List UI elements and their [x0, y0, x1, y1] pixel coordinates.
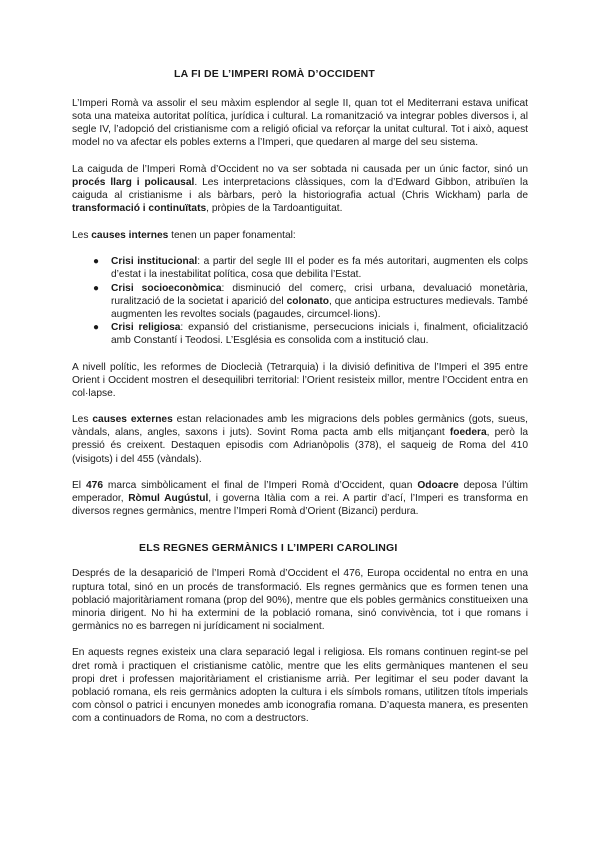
text-run: tenen un paper fonamental: [168, 229, 296, 241]
text-run: Les [72, 414, 93, 426]
bold-term: causes externes [92, 414, 173, 426]
text-run: : a partir del segle III el poder es fa més autoritari, augmenten els colps d’estat i la inestabilitat política, cosa que debilita l’Estat. [111, 256, 528, 281]
bold-term: procés llarg i policausal [72, 176, 195, 188]
paragraph [72, 479, 528, 518]
list-item [93, 321, 528, 347]
paragraph [72, 229, 528, 242]
section-title: LA FI DE L’IMPERI ROMÀ D’OCCIDENT [174, 68, 376, 80]
paragraph: A nivell polític, les reformes de Dioclecià (Tetrarquia) i la divisió definitiva de l’Imperi el 395 entre Orient i Occident mostren el desequilibri territorial: l’Orient resisteix millor, mentre l’Occident entra en col·lapse. [72, 361, 528, 399]
text-run: , i governa Itàlia com a rei. A partir d’ací, l’Imperi es transforma en diversos regnes germànics, mentre l’Imperi Romà d’Orient (Bizanci) perdura. [72, 493, 529, 518]
paragraph [72, 413, 528, 465]
bullet-icon: ● [93, 256, 100, 268]
text-run: Les [72, 229, 92, 241]
text-run: , però la pressió és creixent. Destaquen episodis com Adrianòpolis (378), el saqueig de Roma del 410 (visigots) i del 455 (vàndals). [72, 427, 529, 465]
bold-term: Crisi institucional [111, 256, 198, 268]
bold-term: Odoacre [417, 480, 459, 492]
list-item [93, 282, 528, 321]
text-run: marca simbòlicament el final de l’Imperi Romà d’Occident, quan [103, 480, 418, 492]
causes-list [72, 255, 528, 347]
text-run: : expansió del cristianisme, persecucions inicials i, finalment, oficialització amb Constantí i Teodosi. L’Església es consolida com a institució clau. [111, 321, 528, 346]
bold-term: foedera [449, 427, 487, 439]
paragraph: En aquests regnes existeix una clara separació legal i religiosa. Els romans continuen regint-se pel dret romà i practiquen el cristianisme catòlic, mentre que les elits germàniques mantenen el seu propi dret i professen majoritàriament el cristianisme arrià. Per legitimar el seu poder davant la població romana, els reis germànics adopten la cultura i els símbols romans, utilitzen títols imperials com cònsol o patrici i encunyen monedes amb iconografia romana. D’aquesta manera, es presenten com a continuadors de Roma, no com a destructors. [72, 647, 528, 724]
bold-term: Crisi socioeconòmica [111, 282, 222, 294]
text-run: El [72, 480, 86, 492]
text-run: , que anticipa estructures medievals. També augmenten les revoltes socials (pagaudes, circumcel·lions). [111, 295, 528, 320]
bullet-icon: ● [93, 282, 100, 294]
text-run: , pròpies de la Tardoantiguitat. [206, 203, 343, 215]
section-title: ELS REGNES GERMÀNICS I L’IMPERI CAROLINGI [139, 542, 398, 555]
paragraph: Després de la desaparició de l’Imperi Romà d’Occident el 476, Europa occidental no entra en una ruptura total, sinó en un procés de transformació. Els regnes germànics que es formen tenen una població majoritàriament romana (prop del 90%), mentre que els pobles germànics constitueixen una minoria dirigent. No hi ha extermini de la població romana, sinó convivència, tot i que romans i germànics no es barregen ni jurídicament ni socialment. [72, 568, 528, 632]
paragraph: L’Imperi Romà va assolir el seu màxim esplendor al segle II, quan tot el Mediterrani estava unificat sota una mateixa autoritat política, jurídica i cultural. La romanització va integrar pobles diversos i, al segle IV, l’adopció del cristianisme com a religió oficial va reforçar la unitat cultural. Tot i això, aquest model no va afectar els pobles externs a l’Imperi, que quedaren al marge del seu sistema. [72, 98, 528, 149]
bold-term: causes internes [91, 229, 169, 241]
bold-term: Ròmul Augústul [128, 493, 209, 505]
bullet-icon: ● [93, 321, 100, 333]
text-run: La caiguda de l’Imperi Romà d’Occident no va ser sobtada ni causada per un únic factor, sinó un [72, 163, 528, 175]
document-content [72, 68, 528, 738]
bold-term: 476 [86, 480, 103, 492]
text-run: deposa l’últim emperador, [72, 480, 528, 505]
text-run: . Les interpretacions clàssiques, com la d’Edward Gibbon, atribuïen la caiguda al cristianisme i als bàrbars, però la historiografia actual (Chris Wickham) parla de [72, 176, 528, 202]
text-run: : disminució del comerç, crisi urbana, devaluació monetària, ruralització de la societat i aparició del [111, 282, 529, 307]
bold-term: Crisi religiosa [111, 321, 181, 333]
paragraph [72, 163, 528, 215]
bold-term: transformació i continuïtats [72, 203, 207, 215]
text-run: estan relacionades amb les migracions dels pobles germànics (gots, sueus, vàndals, alans, angles, saxons i juts). Sovint Roma pacta amb ells mitjançant [72, 414, 528, 439]
list-item [93, 255, 528, 281]
bold-term: colonato [286, 295, 330, 307]
